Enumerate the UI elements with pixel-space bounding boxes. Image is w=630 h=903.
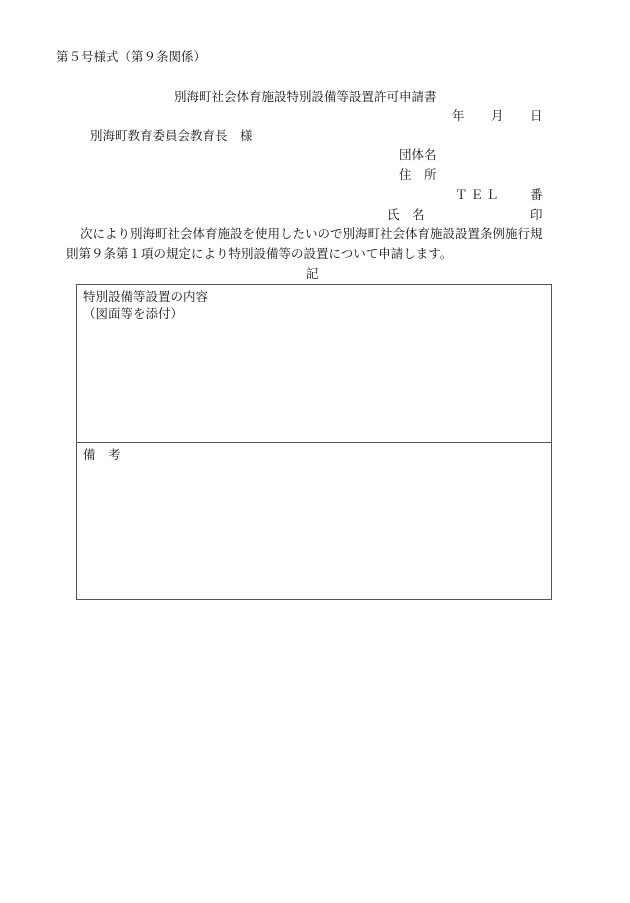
date-day: 日 [530, 108, 543, 123]
date-month: 月 [491, 108, 504, 123]
remarks-label: 備 考 [83, 447, 121, 462]
tel-label: ＴＥＬ [455, 187, 502, 202]
address-label: 住 所 [399, 167, 437, 182]
content-label: 特別設備等設置の内容 [83, 289, 209, 304]
form-number: 第５号様式（第９条関係） [56, 49, 207, 64]
application-table [76, 284, 552, 600]
content-note: （図面等を添付） [83, 306, 184, 321]
body-text-line-2: 則第９条第１項の規定により特別設備等の設置について申請します。 [66, 246, 453, 261]
tel-suffix: 番 [530, 187, 543, 202]
body-text-line-1: 次により別海町社会体育施設を使用したいので別海町社会体育施設設置条例施行規 [80, 226, 543, 241]
document-title: 別海町社会体育施設特別設備等設置許可申請書 [174, 89, 437, 104]
seal-mark: 印 [530, 207, 543, 222]
group-name-label: 団体名 [399, 147, 437, 162]
name-label: 氏 名 [387, 207, 425, 222]
date-year: 年 [452, 108, 465, 123]
table-divider [77, 442, 551, 443]
ki-heading: 記 [306, 266, 319, 281]
addressee: 別海町教育委員会教育長 様 [90, 128, 253, 143]
